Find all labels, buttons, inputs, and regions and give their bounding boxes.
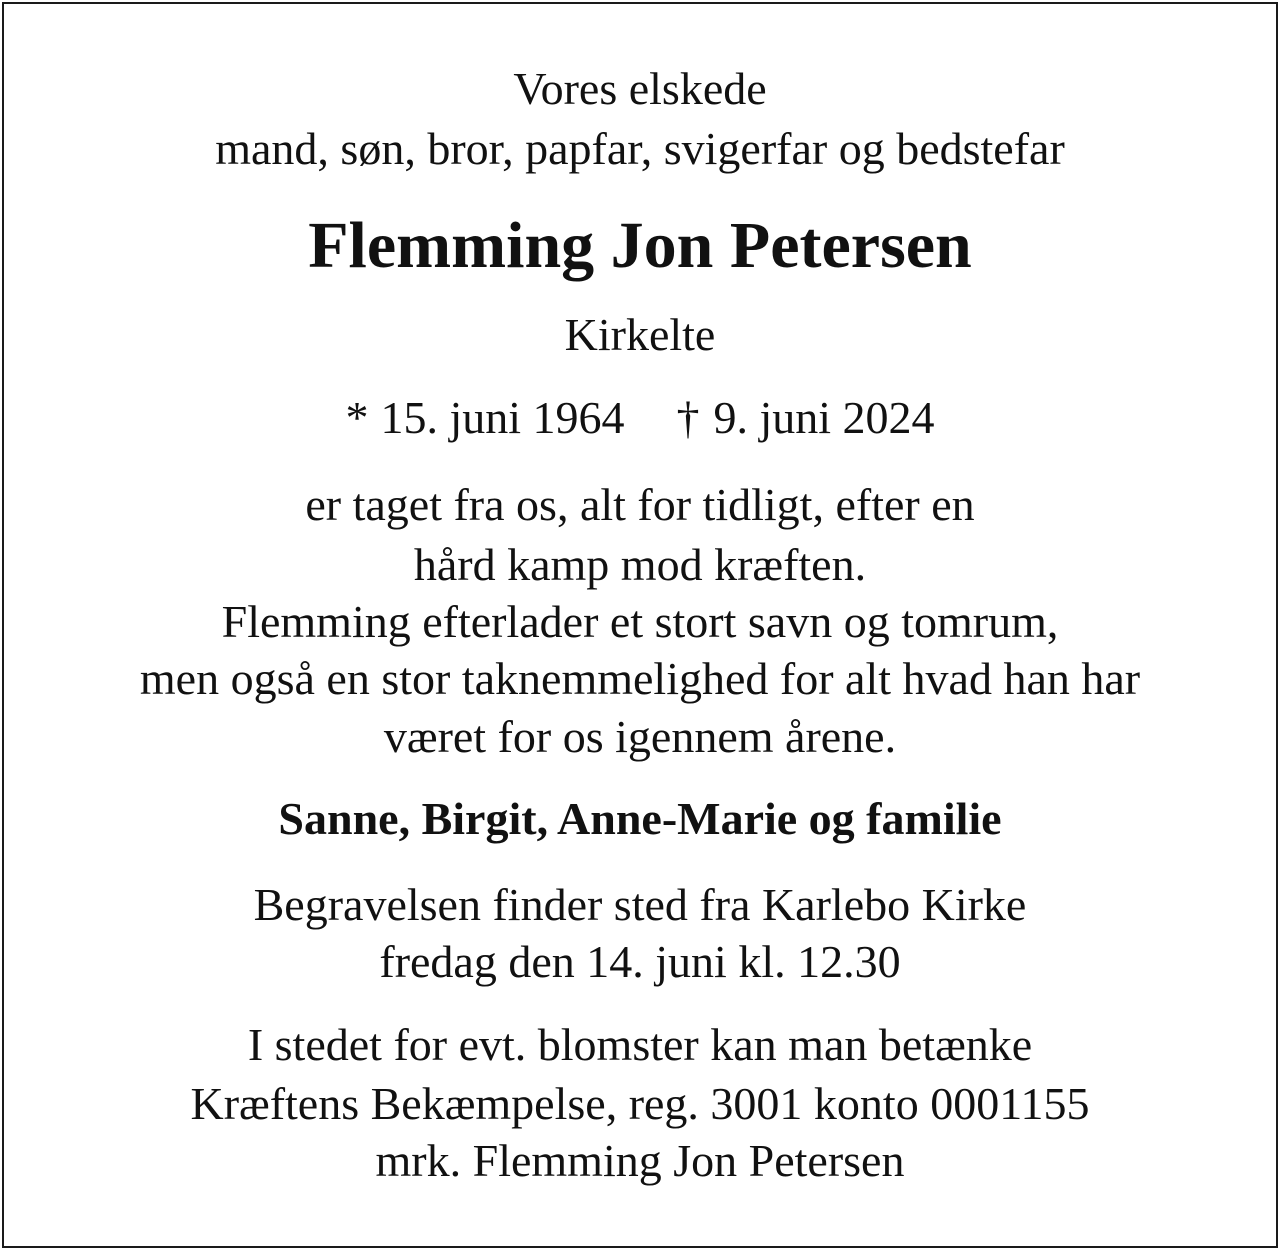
obituary-notice bbox=[2, 2, 1278, 1248]
family-signature: Sanne, Birgit, Anne-Marie og familie bbox=[278, 793, 1002, 844]
death-date: 9. juni 2024 bbox=[713, 392, 935, 443]
message-line-3: Flemming efterlader et stort savn og tomrum, bbox=[221, 596, 1059, 647]
funeral-line-1: Begravelsen finder sted fra Karlebo Kirke bbox=[253, 879, 1027, 930]
message-line-1: er taget fra os, alt for tidligt, efter en bbox=[305, 479, 975, 530]
death-symbol: † bbox=[676, 392, 700, 443]
message-line-4: men også en stor taknemmelighed for alt hvad han har bbox=[139, 653, 1141, 704]
birth-date: 15. juni 1964 bbox=[380, 392, 625, 443]
intro-line-1: Vores elskede bbox=[513, 63, 767, 114]
deceased-name: Flemming Jon Petersen bbox=[308, 209, 972, 282]
message-line-2: hård kamp mod kræften. bbox=[413, 539, 867, 590]
birth-symbol: * bbox=[345, 392, 369, 443]
donation-line-2: Kræftens Bekæmpelse, reg. 3001 konto 0001155 bbox=[190, 1078, 1090, 1129]
donation-line-3: mrk. Flemming Jon Petersen bbox=[375, 1135, 905, 1186]
intro-relations: mand, søn, bror, papfar, svigerfar og bedstefar bbox=[215, 123, 1065, 174]
donation-line-1: I stedet for evt. blomster kan man betænke bbox=[247, 1019, 1033, 1070]
life-dates bbox=[4, 389, 1276, 447]
residence-place: Kirkelte bbox=[564, 309, 716, 360]
message-line-5: været for os igennem årene. bbox=[383, 711, 897, 762]
funeral-line-2: fredag den 14. juni kl. 12.30 bbox=[379, 936, 901, 987]
